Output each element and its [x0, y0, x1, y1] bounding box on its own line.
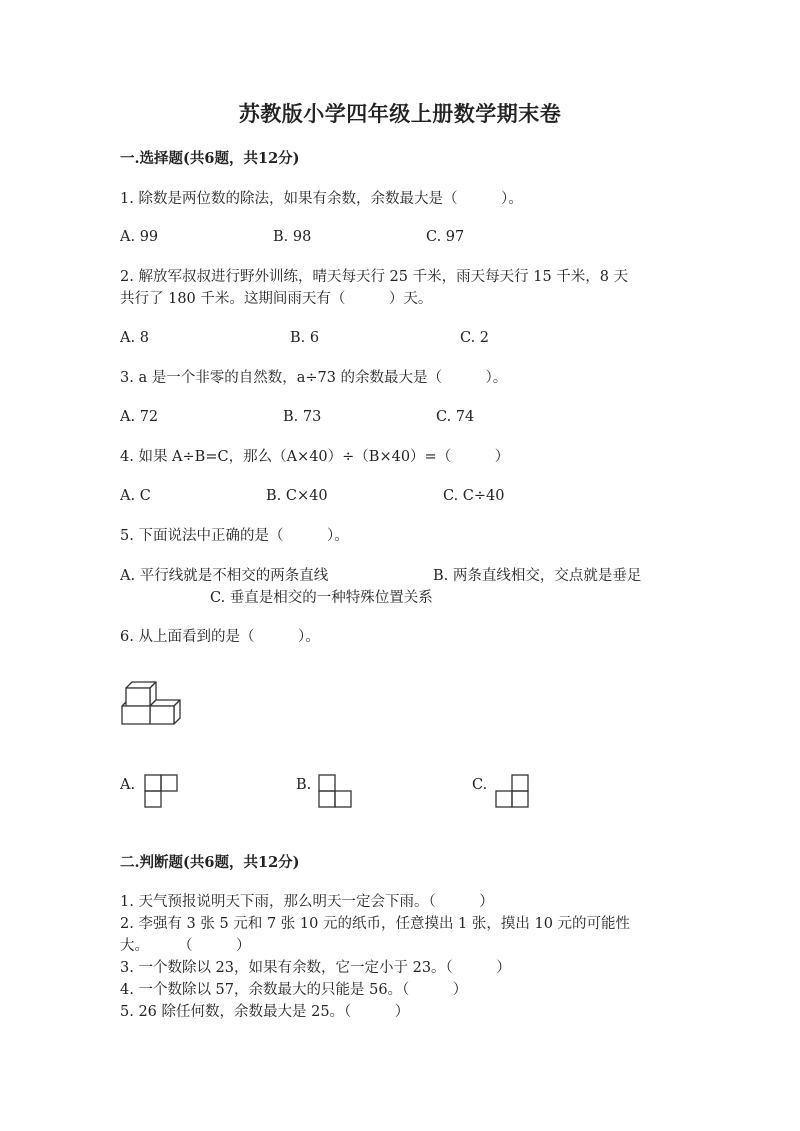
judgement-item-2-line-1: 2. 李强有 3 张 5 元和 7 张 10 元的纸币，任意摸出 1 张，摸出 10 元的可能性: [120, 916, 631, 932]
question-2-line-2: 共行了 180 千米。这期间雨天有（ ）天。: [120, 291, 433, 307]
question-2-option-c: C. 2: [460, 330, 490, 346]
judgement-item-4: 4. 一个数除以 57，余数最大的只能是 56。（ ）: [120, 982, 468, 998]
question-1-option-b: B. 98: [273, 229, 312, 245]
question-1-text: 1. 除数是两位数的除法，如果有余数，余数最大是（ ）。: [120, 191, 523, 207]
question-3-text: 3. a 是一个非零的自然数，a÷73 的余数最大是（ ）。: [120, 370, 508, 386]
question-5-option-a: A. 平行线就是不相交的两条直线: [120, 568, 329, 584]
question-6-option-c: C.: [472, 777, 488, 793]
section-heading-judgement: 二.判断题(共6题，共12分): [120, 854, 300, 871]
option-b-view-icon: [318, 774, 352, 808]
question-2-option-b: B. 6: [290, 330, 320, 346]
judgement-item-5: 5. 26 除任何数，余数最大是 25。（ ）: [120, 1004, 410, 1020]
question-3-option-a: A. 72: [120, 409, 159, 425]
option-a-view-icon: [144, 774, 178, 808]
judgement-item-1: 1. 天气预报说明天下雨，那么明天一定会下雨。（ ）: [120, 894, 494, 910]
section-heading-choice: 一.选择题(共6题，共12分): [120, 150, 300, 167]
question-4-text: 4. 如果 A÷B=C，那么（A×40）÷（B×40）=（ ）: [120, 449, 510, 465]
option-c-view-icon: [495, 774, 529, 808]
question-4-option-b: B. C×40: [266, 488, 328, 504]
question-1-option-c: C. 97: [426, 229, 465, 245]
page-title: 苏教版小学四年级上册数学期末卷: [238, 101, 562, 126]
judgement-item-3: 3. 一个数除以 23，如果有余数，它一定小于 23。（ ）: [120, 960, 511, 976]
cube-stack-figure: [120, 680, 182, 726]
question-4-option-c: C. C÷40: [443, 488, 505, 504]
question-3-option-c: C. 74: [436, 409, 475, 425]
question-1-option-a: A. 99: [120, 229, 159, 245]
question-6-text: 6. 从上面看到的是（ ）。: [120, 629, 320, 645]
question-6-option-b: B.: [296, 777, 312, 793]
question-4-option-a: A. C: [120, 488, 151, 504]
question-3-option-b: B. 73: [283, 409, 322, 425]
question-6-option-a: A.: [120, 777, 136, 793]
question-5-option-c: C. 垂直是相交的一种特殊位置关系: [210, 590, 433, 606]
question-5-text: 5. 下面说法中正确的是（ ）。: [120, 528, 349, 544]
question-2-line-1: 2. 解放军叔叔进行野外训练，晴天每天行 25 千米，雨天每天行 15 千米，8 天: [120, 269, 629, 285]
question-2-option-a: A. 8: [120, 330, 149, 346]
question-5-option-b: B. 两条直线相交，交点就是垂足: [433, 568, 642, 584]
judgement-item-2-line-2: 大。 （ ）: [120, 938, 251, 954]
